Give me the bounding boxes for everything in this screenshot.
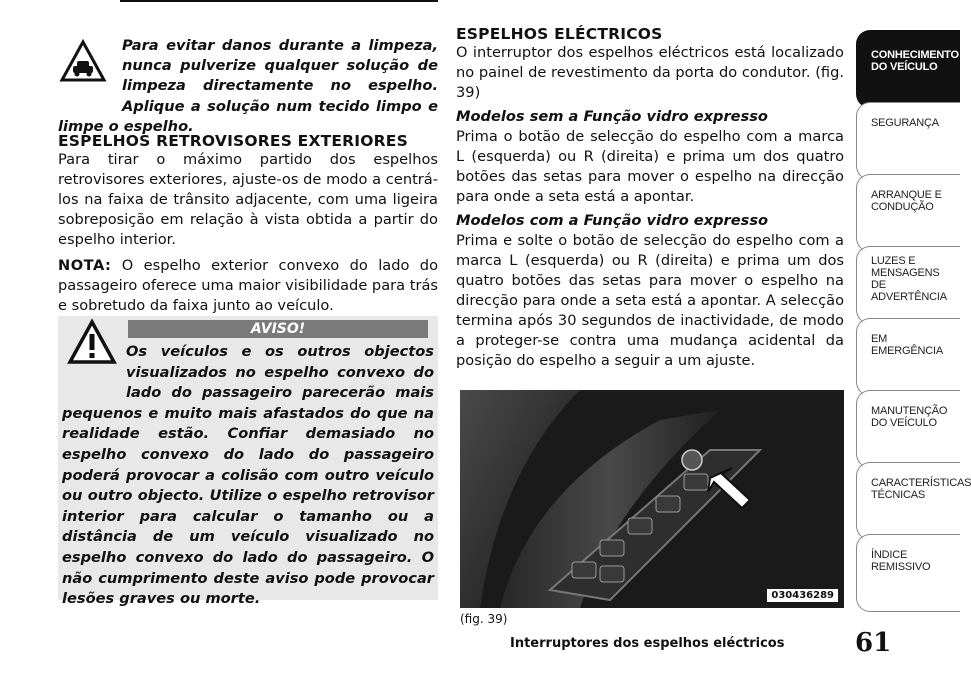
- note-label: NOTA:: [58, 257, 112, 274]
- tab-manutencao[interactable]: MANUTENÇÃO DO VEÍCULO: [856, 390, 960, 468]
- note-text: O espelho exterior convexo do lado do passageiro oferece uma maior visibilidade para trás e sobretudo da faixa junto ao veículo.: [58, 257, 439, 314]
- electric-mirrors-section: [456, 25, 844, 371]
- note-paragraph: [58, 256, 438, 316]
- caution-text-wrap: [58, 36, 438, 137]
- subheading-without-express: Modelos sem a Função vidro expresso: [456, 108, 768, 125]
- caution-box: [58, 0, 438, 135]
- caution-text: Para evitar danos durante a limpeza, nunca pulverize qualquer solução de limpeza directamente no espelho. Aplique a solução num tecido limpo e limpe o espelho.: [58, 37, 438, 135]
- tab-emergencia[interactable]: EM EMERGÊNCIA: [856, 318, 960, 396]
- figure-caption: Interruptores dos espelhos eléctricos: [510, 636, 785, 651]
- tab-caracteristicas[interactable]: CARACTERÍSTICAS TÉCNICAS: [856, 462, 960, 540]
- tab-conhecimento[interactable]: CONHECIMENTO DO VEÍCULO: [856, 30, 960, 108]
- tab-seguranca[interactable]: SEGURANÇA: [856, 102, 960, 180]
- door-panel-illustration: [460, 390, 844, 608]
- tab-indice[interactable]: ÍNDICE REMISSIVO: [856, 534, 960, 612]
- page-number: 61: [855, 628, 892, 658]
- subheading-with-express: Modelos com a Função vidro expresso: [456, 212, 769, 229]
- caution-top-rule: [120, 0, 438, 2]
- text-with-express: Prima e solte o botão de selecção do espelho com a marca L (esquerda) ou R (direita) e prima um dos quatro botões das setas para mover o espelho na direcção para onde a seta está a apontar. A selecção termina após 30 segundos de inactividade, de modo a proteger-se contra uma mudança acidental da posição do espelho a seguir a um ajuste.: [456, 232, 844, 369]
- tab-luzes[interactable]: LUZES E MENSAGENS DE ADVERTÊNCIA: [856, 246, 960, 324]
- electric-mirrors-intro: O interruptor dos espelhos eléctricos está localizado no painel de revestimento da porta do condutor. (fig. 39): [456, 44, 844, 101]
- exterior-mirrors-heading: ESPELHOS RETROVISORES EXTERIORES: [58, 132, 408, 150]
- warning-box: [58, 316, 438, 608]
- warning-text-wrap: [62, 342, 434, 610]
- warning-title: AVISO!: [128, 320, 428, 338]
- text-without-express: Prima o botão de selecção do espelho com a marca L (esquerda) ou R (direita) e prima um dos quatro botões das setas para mover o espelho na direcção para onde a seta está a apontar.: [456, 128, 844, 205]
- electric-mirrors-heading: ESPELHOS ELÉCTRICOS: [456, 25, 663, 43]
- tab-arranque[interactable]: ARRANQUE E CONDUÇÃO: [856, 174, 960, 252]
- figure-label: (fig. 39): [460, 612, 508, 626]
- mirror-switch-photo: [460, 390, 844, 608]
- exterior-mirrors-section: [58, 132, 438, 316]
- image-code: 030436289: [767, 589, 838, 602]
- warning-text: Os veículos e os outros objectos visualizados no espelho convexo do lado do passageiro parecerão mais pequenos e muito mais afastados do que na realidade estão. Confiar demasiado no espelho convexo do lado do passageiro poderá provocar a colisão com outro veículo ou outro objecto. Utilize o espelho retrovisor interior para calcular o tamanho ou a distância de um veículo visualizado no espelho convexo do lado do passageiro. O não cumprimento deste aviso pode provocar lesões graves ou morte.: [62, 343, 434, 608]
- exterior-mirrors-body: Para tirar o máximo partido dos espelhos retrovisores exteriores, ajuste-os de modo a centrá-los na faixa de trânsito adjacente, com uma ligeira sobreposição em relação à vista obtida a partir do espelho interior.: [58, 151, 438, 248]
